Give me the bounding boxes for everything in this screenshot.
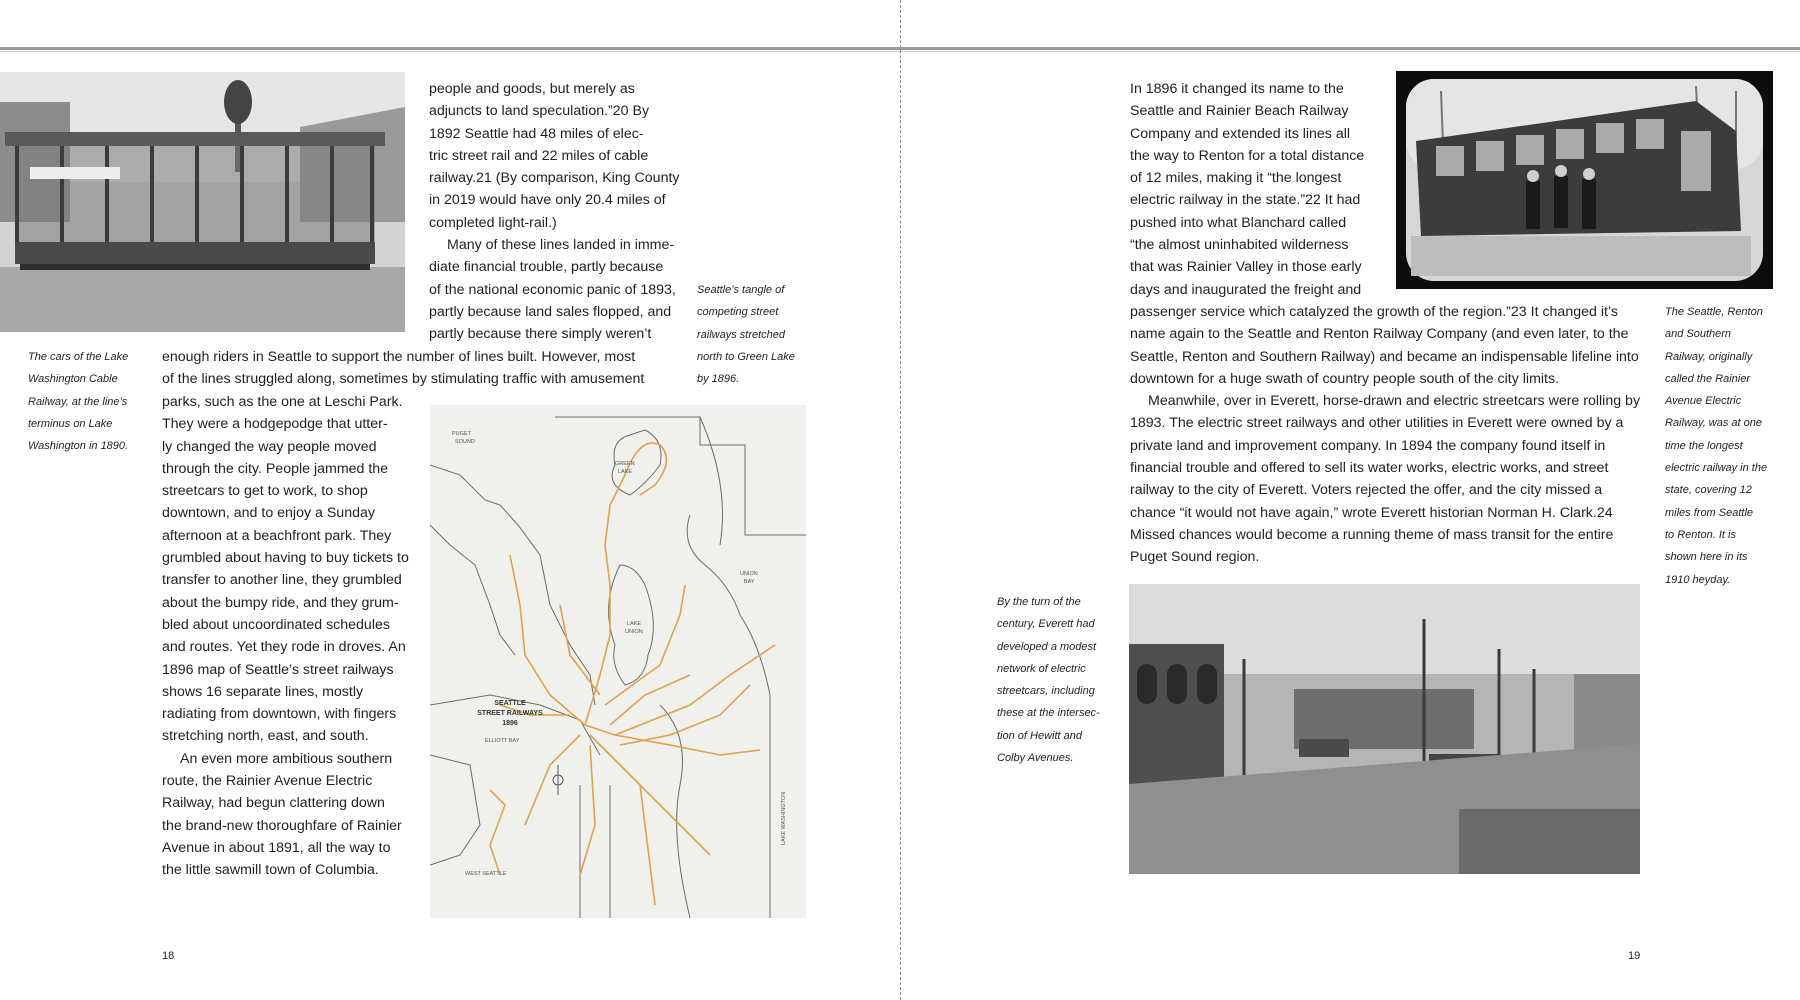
everett-caption: By the turn of the century, Everett had developed a modest network of electric streetcars, including these at the intersec- tion of Hewitt and Colby Avenues. (997, 596, 1100, 765)
map-label-lake-union-2: UNION (625, 629, 643, 635)
page-number-right: 19 (1628, 950, 1641, 962)
page-gutter (900, 0, 901, 1000)
map-label-lake-washington: LAKE WASHINGTON (781, 791, 787, 845)
street-railway-map (430, 405, 806, 918)
map-label-elliott-bay: ELLIOTT BAY (485, 738, 520, 744)
page-number-left: 18 (162, 950, 175, 962)
map-label-sound: SOUND (455, 439, 475, 445)
map-label-lake-union-1: LAKE (627, 621, 642, 627)
map-label-lake: LAKE (618, 469, 633, 475)
renton-railway-photo (1396, 71, 1773, 289)
everett-streetcars-photo (1129, 584, 1640, 874)
right-column-wide: passenger service which catalyzed the growth of the region.”23 It changed it’s name again to the Seattle and Renton Railway Company (and even later, to the Seattle, Renton and Southern Railway) and became an indispensable lifeline into downtown for a huge swath of country people south of the city limits. Meanwhile, over in Everett, horse-drawn and electric streetcars were rolling by 1893. The electric street railways and other utilities in Everett were owned by a private land and improvement company. In 1894 the company found itself in financial trouble and offered to sell its water works, electric works, and street railway to the city of Everett. Voters rejected the offer, and the city missed a chance “it would not have again,” wrote Everett historian Norman H. Clark.24 Missed chances would become a running theme of mass transit for the entire Puget Sound region. (1130, 304, 1641, 566)
map-title-line2: STREET RAILWAYS (477, 710, 543, 717)
left-wide-lines: enough riders in Seattle to support the number of lines built. However, most of the lines struggled along, sometimes by stimulating traffic with amusement (162, 349, 645, 388)
renton-caption: The Seattle, Renton and Southern Railway, originally called the Rainier Avenue Electric Railway, was at one time the longest electric railway in the state, covering 12 miles from Seattle to Renton. It is shown here in its 1910 heyday. (1665, 306, 1768, 586)
map-label-puget: PUGET (452, 431, 471, 437)
map-label-west-seattle: WEST SEATTLE (465, 871, 507, 877)
map-caption: Seattle’s tangle of competing street railways stretched north to Green Lake by 1896. (697, 284, 795, 386)
map-label-union-bay-1: UNION (740, 571, 758, 577)
map-title-year: 1896 (502, 720, 518, 727)
cable-car-photo (0, 72, 405, 332)
map-label-green: GREEN (615, 461, 635, 467)
map-title-line1: SEATTLE (494, 700, 526, 707)
left-column-a: people and goods, but merely as adjuncts to land speculation.”20 By 1892 Seattle had 48 miles of elec- tric street rail and 22 miles of cable railway.21 (By comparison, King County in 2019 would have only 20.4 miles of completed light-rail.) Many of these lines landed in imme- diate financial trouble, partly because of the national economic panic of 1893, partly because land sales flopped, and partly because there simply weren’t (429, 81, 680, 343)
cable-car-caption: The cars of the Lake Washington Cable Railway, at the line’s terminus on Lake Washington in 1890. (28, 351, 129, 453)
right-column-narrow: In 1896 it changed its name to the Seattle and Rainier Beach Railway Company and extended its lines all the way to Renton for a total distance of 12 miles, making it “the longest electric railway in the state.”22 It had pushed into what Blanchard called “the almost uninhabited wilderness that was Rainier Valley in those early days and inaugurated the freight and (1130, 81, 1365, 298)
left-column-b: parks, such as the one at Leschi Park. They were a hodgepodge that utter- ly changed the way people moved through the city. People jammed the streetcars to get to work, to shop downtown, and to enjoy a Sunday afternoon at a beachfront park. They grumbled about having to buy tickets to transfer to another line, they grumbled about the bumpy ride, and they grum- bled about uncoordinated schedules and routes. Yet they rode in droves. An 1896 map of Seattle’s street railways shows 16 separate lines, mostly radiating from downtown, with fingers stretching north, east, and south. An even more ambitious southern route, the Rainier Avenue Electric Railway, had begun clattering down the brand-new thoroughfare of Rainier Avenue in about 1891, all the way to the little sawmill town of Columbia. (162, 394, 409, 879)
map-label-union-bay-2: BAY (744, 579, 755, 585)
